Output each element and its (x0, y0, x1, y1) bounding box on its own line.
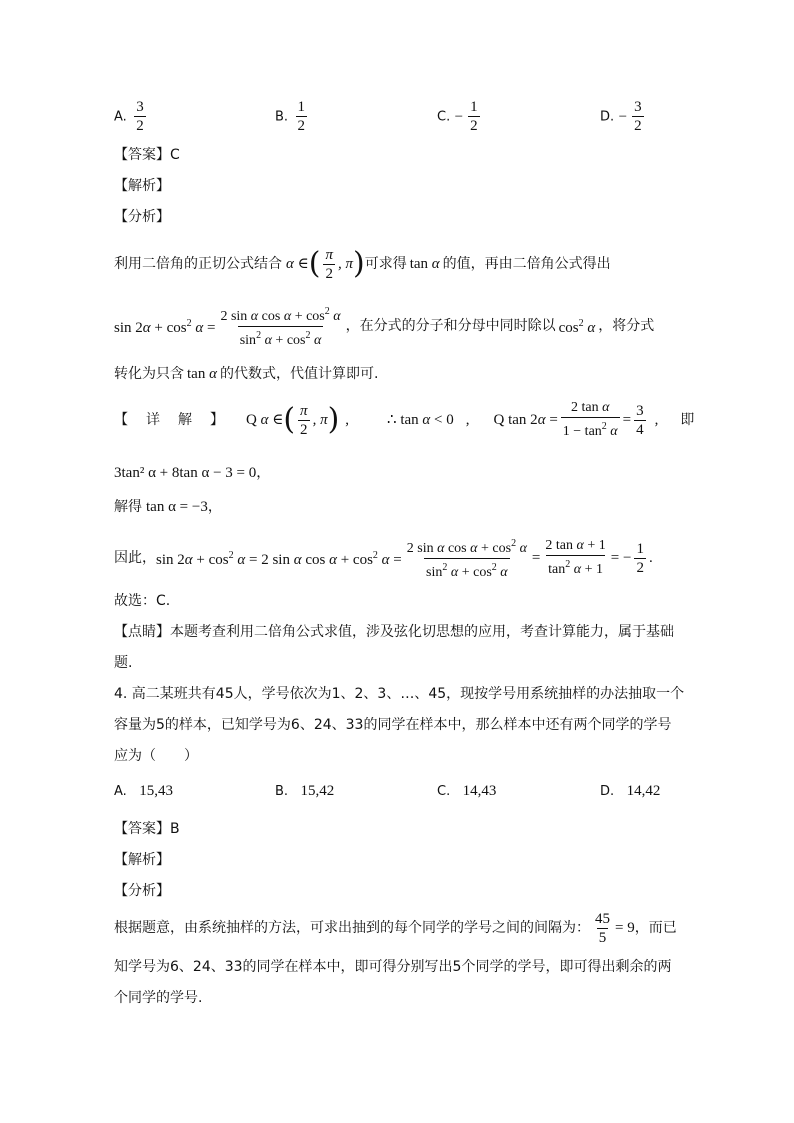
q4-option-d: D. 14,42 (600, 783, 661, 799)
q3-dianjing-cont: 题. (114, 655, 133, 671)
q3-detail-line: 【详解】 Q α ∈ ( $\frac{\pi}{2}$ , π ) , ∴ tan α < 0 , Q tan 2α = $\frac{\text{2 tan α}}{1 - \tan^2 \alpha}$ = $\frac{3}{4}$ , 即 (114, 400, 695, 439)
q3-option-c: C. − $\frac{1}{2}$ (437, 99, 478, 134)
q4-option-b: B. 15,42 (275, 783, 335, 799)
q3-dianjing: 【点睛】本题考查利用二倍角公式求值，涉及弦化切思想的应用，考查计算能力，属于基础 (114, 624, 674, 640)
fraction: $\frac{3}{2}$ (634, 99, 642, 134)
detail-heading: 【详解】 (114, 412, 242, 428)
q3-option-d: D. − $\frac{3}{2}$ (600, 99, 642, 134)
q4-analysis-line-2: 知学号为6、24、33的同学在样本中，即可得分别写出5个同学的学号，即可得出剩余的两 (114, 959, 672, 975)
q4-fenxi-heading: 【分析】 (114, 883, 170, 899)
q3-equation: 3tan² α + 8tan α − 3 = 0， (114, 465, 271, 481)
q3-fenxi-heading: 【分析】 (114, 209, 170, 225)
q4-stem-line-1: 4. 高二某班共有45人，学号依次为1、2、3、…、45，现按学号用系统抽样的办法抽取一个 (114, 686, 685, 702)
fraction: $\frac{1}{2}$ (297, 99, 306, 134)
q4-stem-line-2: 容量为5的样本，已知学号为6、24、33的同学在样本中，那么样本中还有两个同学的学号 (114, 717, 672, 733)
q4-option-a: A. 15,43 (114, 783, 173, 799)
option-label: C. (437, 109, 451, 125)
q3-jiexi-heading: 【解析】 (114, 178, 170, 194)
q4-option-c: C. 14,43 (437, 783, 497, 799)
q4-stem-line-3: 应为（ ） (114, 748, 198, 764)
q3-analysis-line-1: 利用二倍角的正切公式结合 α ∈ ( $\frac{\pi}{2}$ , π ) 可求得 tan α 的值，再由二倍角公式得出 (114, 246, 611, 282)
q4-answer: 【答案】B (114, 821, 180, 837)
q3-choose: 故选：C. (114, 593, 171, 609)
option-label: B. (275, 109, 289, 125)
q4-jiexi-heading: 【解析】 (114, 852, 170, 868)
option-label: A. (114, 109, 127, 125)
q3-option-a (114, 98, 149, 135)
q4-analysis-line-1: 根据题意，由系统抽样的方法，可求出抽到的每个同学的学号之间的间隔为： $\frac{45}{5}$ = 9 ，而已 (114, 910, 677, 946)
q4-analysis-line-3: 个同学的学号. (114, 990, 203, 1006)
q3-analysis-line-3: 转化为只含 tan α 的代数式，代值计算即可. (114, 366, 379, 382)
fraction: $\frac{3}{2}$ (136, 99, 144, 134)
q3-answer: 【答案】C (114, 147, 180, 163)
q3-analysis-line-2: $\sin 2\alpha + \cos^2 \alpha$ = $\frac{2 \sin \alpha \cos \alpha + \cos^2 \alpha}{\sin^2 \alpha + \cos^2 \alpha}$ ，在分式的分子和分母中同时除以 $\cos^2 \alpha$ ，将分式 (114, 305, 655, 348)
q3-option-b (275, 98, 310, 135)
fraction: $\frac{1}{2}$ (470, 99, 478, 134)
q3-therefore-line: 因此， $\sin 2\alpha + \cos^2 \alpha = 2$ sin α $\cos \alpha + \cos^2 \alpha$ = $\frac{2 \sin \alpha \cos \alpha + \cos^2 \alpha}{\sin^2 \alpha + \cos^2 \alpha}$ = $\frac{\text{2 tan α + 1}}{\tan^2 \alpha + 1}$ = − $\frac{1}{2}$ . (114, 537, 653, 580)
q3-solve-line: 解得 tan α = −3， (114, 499, 222, 515)
option-label: D. (600, 109, 615, 125)
